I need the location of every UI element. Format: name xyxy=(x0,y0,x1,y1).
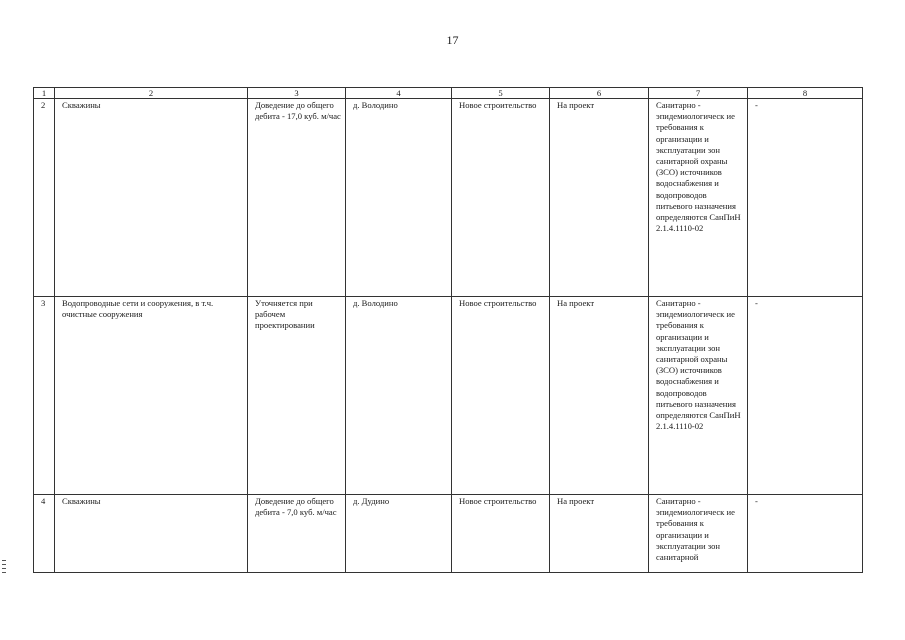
cell-num: 2 xyxy=(34,99,55,297)
cell-stage: На проект xyxy=(550,297,649,495)
cell-type: Новое строительство xyxy=(452,99,550,297)
table-row xyxy=(34,495,863,573)
column-header: 5 xyxy=(452,88,550,99)
cell-location: д. Володино xyxy=(346,99,452,297)
cell-capacity: Доведение до общего дебита - 17,0 куб. м/час xyxy=(248,99,346,297)
column-header: 4 xyxy=(346,88,452,99)
cell-extra: - xyxy=(748,495,863,573)
cell-name: Водопроводные сети и сооружения, в т.ч. очистные сооружения xyxy=(55,297,248,495)
column-header: 7 xyxy=(649,88,748,99)
column-header: 2 xyxy=(55,88,248,99)
cell-zone: Санитарно - эпидемиологическ ие требования к организации и эксплуатации зон санитарной охраны (ЗСО) источников водоснабжения и водопроводов питьевого назначения определяются СанПиН 2.1.4.1110-02 xyxy=(649,99,748,297)
cell-num: 3 xyxy=(34,297,55,495)
page-number: 17 xyxy=(446,33,459,47)
column-header: 8 xyxy=(748,88,863,99)
cell-capacity: Доведение до общего дебита - 7,0 куб. м/час xyxy=(248,495,346,573)
cell-zone: Санитарно - эпидемиологическ ие требования к организации и эксплуатации зон санитарной охраны (ЗСО) источников водоснабжения и водопроводов питьевого назначения определяются СанПиН 2.1.4.1110-02 xyxy=(649,297,748,495)
cell-stage: На проект xyxy=(550,495,649,573)
cell-name: Скважины xyxy=(55,99,248,297)
table-row xyxy=(34,297,863,495)
cell-extra: - xyxy=(748,99,863,297)
cell-extra: - xyxy=(748,297,863,495)
cell-capacity: Уточняется при рабочем проектировании xyxy=(248,297,346,495)
table-row xyxy=(34,99,863,297)
cell-location: д. Дудино xyxy=(346,495,452,573)
table-header-row xyxy=(34,88,863,99)
column-header: 1 xyxy=(34,88,55,99)
facilities-table xyxy=(33,87,863,573)
cell-stage: На проект xyxy=(550,99,649,297)
cell-num: 4 xyxy=(34,495,55,573)
cell-type: Новое строительство xyxy=(452,495,550,573)
scan-margin-marks xyxy=(2,560,6,576)
cell-zone: Санитарно - эпидемиологическ ие требования к организации и эксплуатации зон санитарной xyxy=(649,495,748,573)
cell-name: Скважины xyxy=(55,495,248,573)
column-header: 6 xyxy=(550,88,649,99)
cell-type: Новое строительство xyxy=(452,297,550,495)
column-header: 3 xyxy=(248,88,346,99)
cell-location: д. Володино xyxy=(346,297,452,495)
